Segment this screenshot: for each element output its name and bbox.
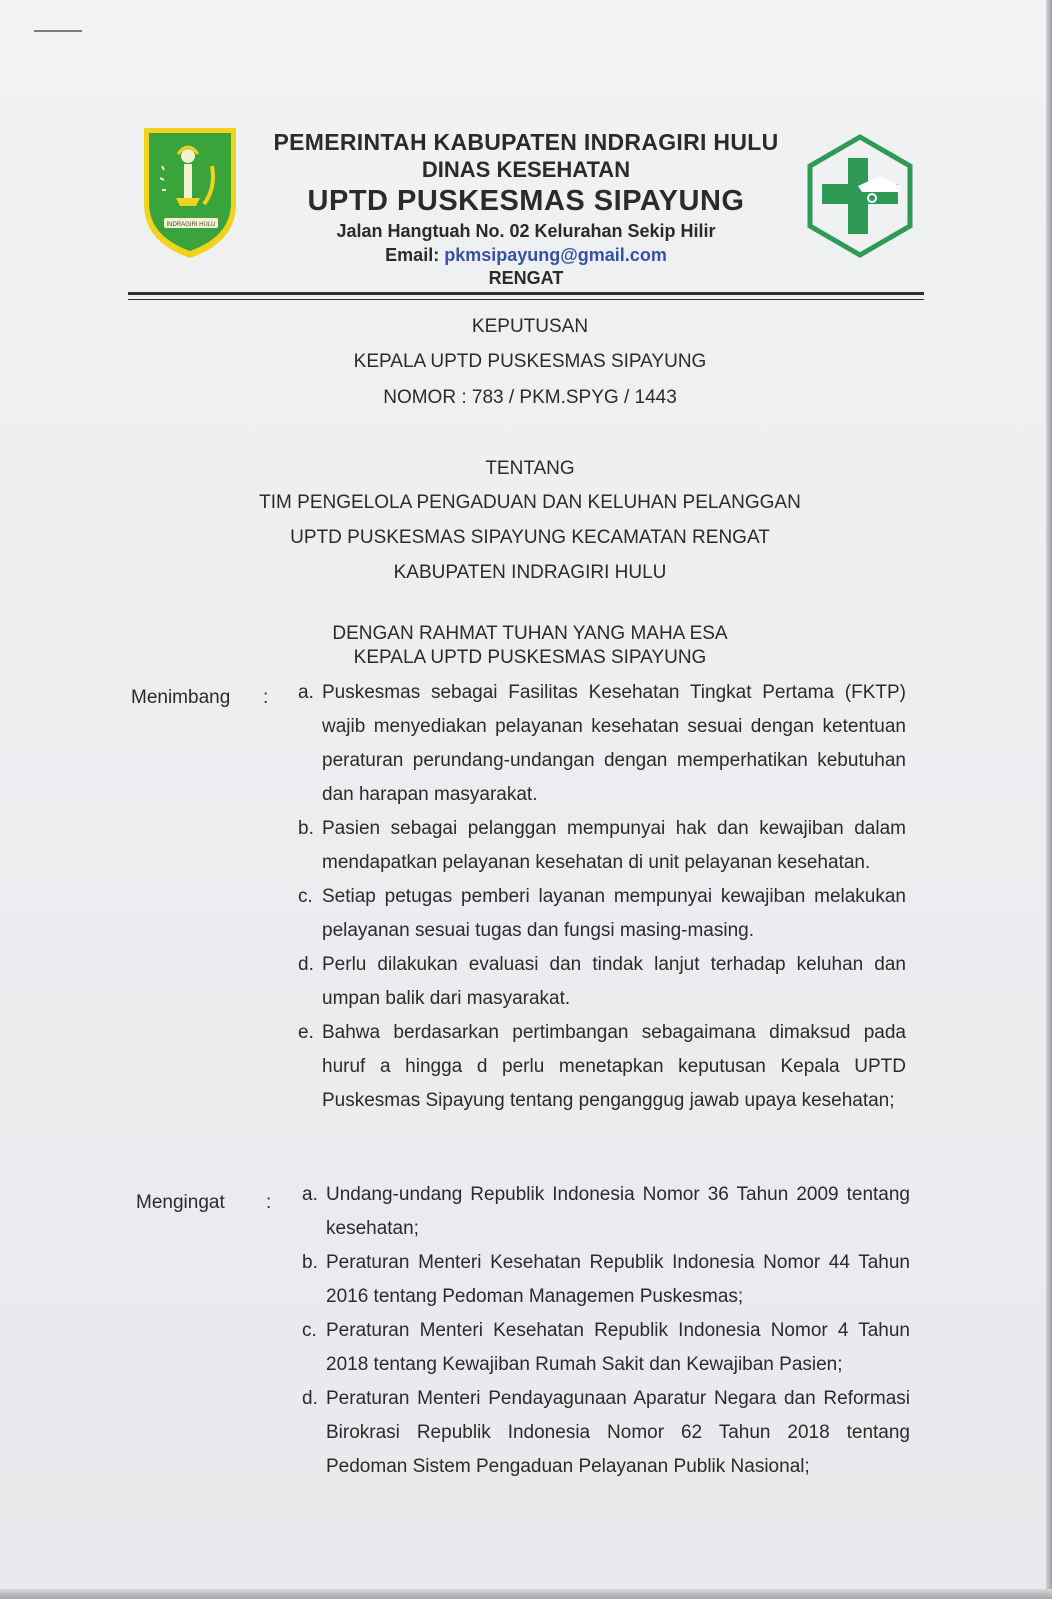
item-letter: e.: [298, 1022, 314, 1043]
paper-edge-right: [1046, 0, 1052, 1599]
health-cross-icon: [822, 158, 900, 234]
scan-mark: [34, 30, 82, 32]
puskesmas-logo: [806, 134, 914, 258]
address: Jalan Hangtuah No. 02 Kelurahan Sekip Hilir: [336, 221, 716, 241]
mengingat-item: [302, 1382, 910, 1484]
mengingat-item: [302, 1178, 910, 1246]
item-letter: c.: [298, 886, 313, 907]
item-text: Puskesmas sebagai Fasilitas Kesehatan Tingkat Pertama (FKTP) wajib menyediakan pelayanan kesehatan sesuai dengan ketentuan peraturan perundang-undangan dengan memperhatikan kebutuhan dan harapan masyarakat.: [322, 682, 906, 805]
email-label: Email:: [385, 245, 440, 265]
item-letter: b.: [298, 818, 314, 839]
menimbang-colon: :: [263, 687, 269, 708]
mengingat-item: [302, 1246, 910, 1314]
item-letter: a.: [298, 682, 314, 703]
menimbang-label: Menimbang: [131, 687, 231, 708]
item-letter: c.: [302, 1320, 317, 1341]
mengingat-item: [302, 1314, 910, 1382]
letterhead: [240, 128, 812, 289]
item-text: Peraturan Menteri Pendayagunaan Aparatur Negara dan Reformasi Birokrasi Republik Indonesia Nomor 62 Tahun 2018 tentang Pedoman Sistem Pengaduan Pelayanan Publik Nasional;: [326, 1388, 910, 1477]
blessing: [130, 622, 930, 670]
menimbang-item: [298, 880, 906, 948]
item-letter: d.: [302, 1388, 318, 1409]
menimbang-item: [298, 676, 906, 812]
city: RENGAT: [488, 268, 564, 288]
decree-subject-3: KABUPATEN INDRAGIRI HULU: [393, 562, 667, 583]
menimbang-item: [298, 1016, 906, 1118]
email-address: pkmsipayung@gmail.com: [444, 245, 667, 265]
government-name: PEMERINTAH KABUPATEN INDRAGIRI HULU: [273, 129, 779, 155]
department-name: DINAS KESEHATAN: [421, 157, 631, 182]
email-line: [240, 243, 812, 267]
institution-name: UPTD PUSKESMAS SIPAYUNG: [307, 185, 745, 217]
decree-subject-1: TIM PENGELOLA PENGADUAN DAN KELUHAN PELANGGAN: [259, 492, 801, 513]
decree-about: TENTANG: [485, 458, 575, 479]
item-letter: d.: [298, 954, 314, 975]
item-text: Perlu dilakukan evaluasi dan tindak lanjut terhadap keluhan dan umpan balik dari masyarakat.: [322, 954, 906, 1009]
decree-issuer: KEPALA UPTD PUSKESMAS SIPAYUNG: [353, 351, 707, 372]
blessing-line: DENGAN RAHMAT TUHAN YANG MAHA ESA: [332, 623, 728, 644]
item-text: Pasien sebagai pelanggan mempunyai hak dan kewajiban dalam mendapatkan pelayanan kesehatan di unit pelayanan kesehatan.: [322, 818, 906, 873]
decree-title: KEPUTUSAN: [471, 316, 589, 337]
decree-number: NOMOR : 783 / PKM.SPYG / 1443: [383, 387, 677, 408]
item-text: Peraturan Menteri Kesehatan Republik Indonesia Nomor 4 Tahun 2018 tentang Kewajiban Rumah Sakit dan Kewajiban Pasien;: [326, 1320, 910, 1375]
mengingat-colon: :: [266, 1192, 272, 1213]
menimbang-item: [298, 812, 906, 880]
item-letter: b.: [302, 1252, 318, 1273]
decree-subject-2: UPTD PUSKESMAS SIPAYUNG KECAMATAN RENGAT: [290, 527, 770, 548]
item-letter: a.: [302, 1184, 318, 1205]
letterhead-rule-thin: [128, 299, 924, 300]
paper-edge-bottom: [0, 1589, 1052, 1599]
item-text: Setiap petugas pemberi layanan mempunyai kewajiban melakukan pelayanan sesuai tugas dan fungsi masing-masing.: [322, 886, 906, 941]
item-text: Undang-undang Republik Indonesia Nomor 36 Tahun 2009 tentang kesehatan;: [326, 1184, 910, 1239]
item-text: Peraturan Menteri Kesehatan Republik Indonesia Nomor 44 Tahun 2016 tentang Pedoman Managemen Puskesmas;: [326, 1252, 910, 1307]
letterhead-rule-thick: [128, 292, 924, 295]
blessing-issuer: KEPALA UPTD PUSKESMAS SIPAYUNG: [353, 647, 707, 668]
menimbang-item: [298, 948, 906, 1016]
mengingat-label: Mengingat: [136, 1192, 225, 1213]
regency-crest-logo: [142, 126, 238, 260]
item-text: Bahwa berdasarkan pertimbangan sebagaimana dimaksud pada huruf a hingga d perlu menetapkan keputusan Kepala UPTD Puskesmas Sipayung tentang penganggug jawab upaya kesehatan;: [322, 1022, 906, 1111]
crest-motto-text: INDRAGIRI HULU: [166, 222, 216, 228]
